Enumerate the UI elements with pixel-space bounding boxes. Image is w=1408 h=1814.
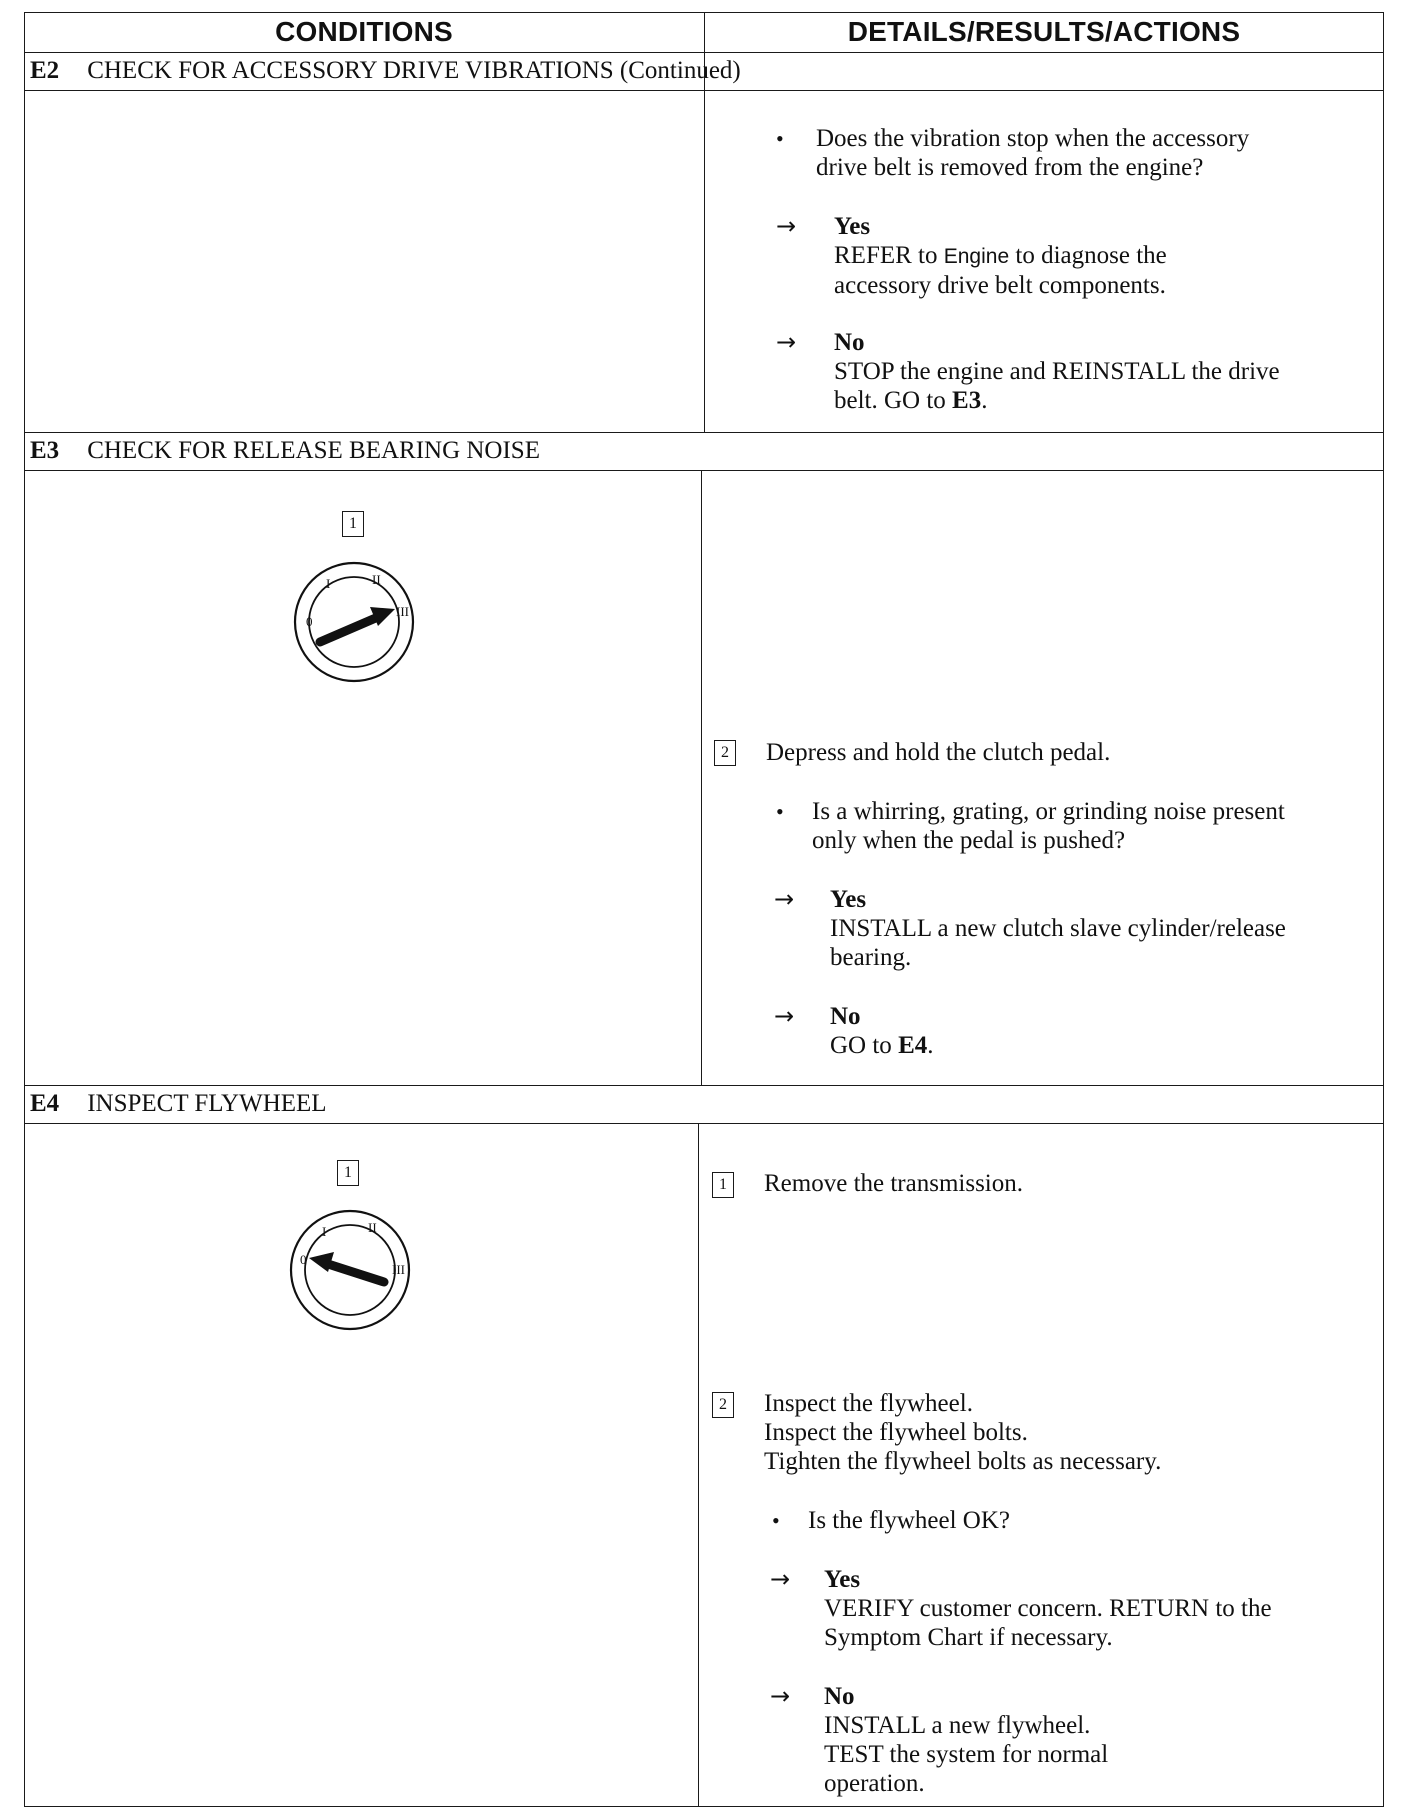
header-details: DETAILS/RESULTS/ACTIONS <box>847 16 1241 47</box>
rule-e3-title-bottom <box>24 470 1384 471</box>
e4-step2-line1: Inspect the flywheel. <box>764 1390 973 1417</box>
step-number-box: 1 <box>712 1172 734 1198</box>
bullet-icon: • <box>776 799 784 824</box>
section-e2-title-row <box>30 52 741 90</box>
e2-no-line1: STOP the engine and REINSTALL the drive <box>834 358 1280 385</box>
e3-yes-line2: bearing. <box>830 944 912 971</box>
e2-no-line2-prefix: belt. GO to <box>834 387 953 414</box>
e3-no-result <box>830 1002 934 1060</box>
col-divider-e2 <box>704 90 705 432</box>
dial-mark-on: II <box>372 572 381 587</box>
ignition-switch-run-icon <box>292 560 416 684</box>
diagnostic-table <box>24 12 1384 1807</box>
e3-question-line1: Is a whirring, grating, or grinding noise present <box>812 798 1285 825</box>
section-code: E4 <box>30 1090 60 1117</box>
e2-no-line2-ref: E3 <box>952 387 982 414</box>
e2-yes-suffix: to diagnose the <box>1009 242 1167 269</box>
no-label: No <box>834 329 865 356</box>
dial-mark-off: 0 <box>306 614 313 629</box>
header-conditions: CONDITIONS <box>275 16 453 47</box>
e4-no-line3: operation. <box>824 1770 925 1797</box>
arrow-right-icon: → <box>770 1565 791 1593</box>
arrow-right-icon: → <box>776 212 797 240</box>
ignition-switch-off-icon <box>288 1208 412 1332</box>
arrow-right-icon: → <box>774 1002 795 1030</box>
e2-yes-prefix: REFER to <box>834 242 944 269</box>
yes-label: Yes <box>834 213 871 240</box>
section-title: INSPECT FLYWHEEL <box>87 1090 327 1117</box>
e2-yes-line1 <box>834 241 1167 271</box>
e4-question: Is the flywheel OK? <box>808 1507 1011 1534</box>
e3-yes-line1: INSTALL a new clutch slave cylinder/release <box>830 915 1286 942</box>
e2-yes-ref: Engine <box>943 245 1010 268</box>
e4-no-result <box>824 1682 1108 1798</box>
e2-question <box>816 124 1249 182</box>
e4-no-line1: INSTALL a new flywheel. <box>824 1712 1091 1739</box>
dial-mark-start: III <box>392 1262 405 1277</box>
step-number-box: 2 <box>714 740 736 766</box>
arrow-right-icon: → <box>774 885 795 913</box>
step-number-box: 1 <box>337 1160 359 1186</box>
e3-no-prefix: GO to <box>830 1032 899 1059</box>
section-title: CHECK FOR ACCESSORY DRIVE VIBRATIONS (Continued) <box>87 57 741 84</box>
yes-label: Yes <box>824 1566 861 1593</box>
yes-label: Yes <box>830 886 867 913</box>
e2-question-line1: Does the vibration stop when the accessory <box>816 125 1250 152</box>
section-e4-title-row <box>30 1085 327 1123</box>
rule-e4-title-bottom <box>24 1123 1384 1124</box>
e3-question <box>812 797 1285 855</box>
e3-question-line2: only when the pedal is pushed? <box>812 827 1126 854</box>
e3-no-suffix: . <box>927 1032 934 1059</box>
e2-yes-result <box>834 212 1167 300</box>
e4-yes-line1: VERIFY customer concern. RETURN to the <box>824 1595 1272 1622</box>
dial-mark-on: II <box>368 1220 377 1235</box>
e4-step1-text: Remove the transmission. <box>764 1170 1023 1197</box>
e2-yes-line2: accessory drive belt components. <box>834 272 1166 299</box>
no-label: No <box>824 1683 855 1710</box>
e4-no-line2: TEST the system for normal <box>824 1741 1109 1768</box>
e2-no-line2-suffix: . <box>981 387 988 414</box>
col-divider-e3 <box>701 470 702 1085</box>
arrow-right-icon: → <box>776 328 797 356</box>
e2-no-result <box>834 328 1280 415</box>
e4-step2-line2: Inspect the flywheel bolts. <box>764 1419 1028 1446</box>
e4-yes-result <box>824 1565 1272 1652</box>
e4-step2-line3: Tighten the flywheel bolts as necessary. <box>764 1448 1162 1475</box>
step-number-box: 1 <box>342 511 364 537</box>
section-title: CHECK FOR RELEASE BEARING NOISE <box>87 437 540 464</box>
e3-yes-result <box>830 885 1286 972</box>
e4-yes-line2: Symptom Chart if necessary. <box>824 1624 1113 1651</box>
step-number-box: 2 <box>712 1392 734 1418</box>
e3-no-ref: E4 <box>898 1032 928 1059</box>
dial-mark-start: III <box>396 604 409 619</box>
bullet-icon: • <box>772 1508 780 1533</box>
dial-mark-acc: I <box>326 576 331 591</box>
dial-mark-off: 0 <box>300 1252 307 1267</box>
dial-mark-acc: I <box>322 1224 327 1239</box>
e2-question-line2: drive belt is removed from the engine? <box>816 154 1204 181</box>
e3-step2-text: Depress and hold the clutch pedal. <box>766 739 1111 766</box>
e3-no-line1 <box>830 1031 934 1060</box>
e2-no-line2 <box>834 386 1280 415</box>
e4-step2-text <box>764 1389 1161 1476</box>
col-divider-e4 <box>698 1123 699 1807</box>
bullet-icon: • <box>776 126 784 151</box>
arrow-right-icon: → <box>770 1682 791 1710</box>
no-label: No <box>830 1003 861 1030</box>
section-code: E2 <box>30 57 60 84</box>
section-code: E3 <box>30 437 60 464</box>
section-e3-title-row <box>30 432 540 470</box>
